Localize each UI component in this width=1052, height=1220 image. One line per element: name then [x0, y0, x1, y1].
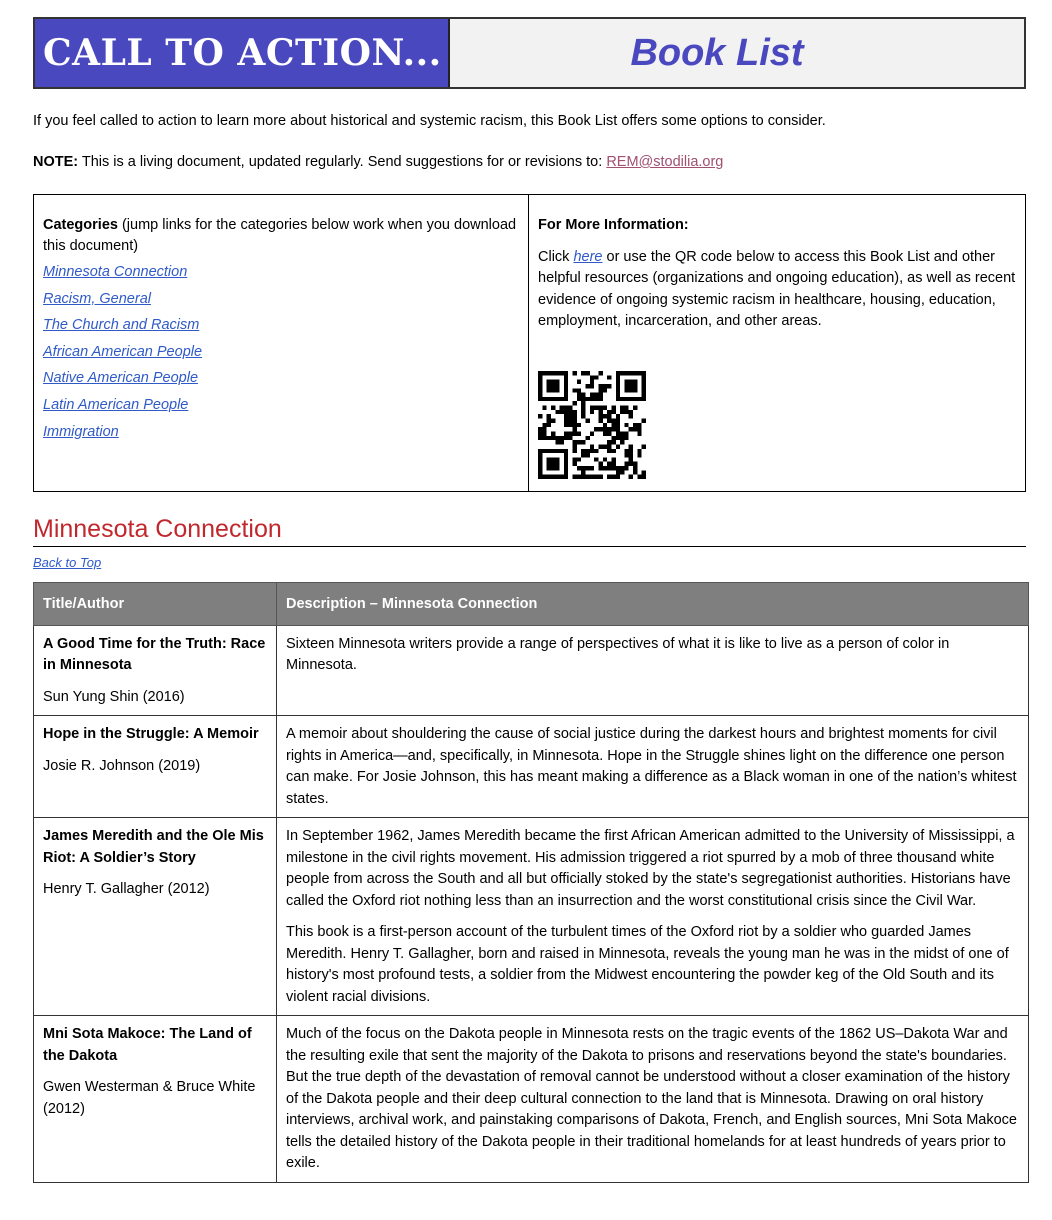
- more-info-title: For More Information:: [538, 217, 689, 233]
- book-title-cell: [34, 1016, 277, 1183]
- email-link[interactable]: REM@stodilia.org: [606, 154, 724, 170]
- category-link-native-american[interactable]: Native American People: [43, 370, 199, 387]
- category-link-african-american[interactable]: African American People: [43, 343, 203, 360]
- book-title: Hope in the Struggle: A Memoir: [43, 726, 259, 742]
- note-body: This is a living document, updated regularly. Send suggestions for or revisions to:: [78, 154, 607, 170]
- categories-panel: [34, 195, 529, 491]
- category-link-racism[interactable]: Racism, General: [43, 290, 151, 307]
- book-table: [33, 582, 1029, 1183]
- more-info-text: or use the QR code below to access this Book List and other helpful resources (organizations and ongoing education), as well as recent evidence of ongoing systemic racism in healthcare, housing, education, employment, incarceration, and other areas.: [538, 248, 1016, 329]
- book-title: James Meredith and the Ole Mis Riot: A Soldier’s Story: [43, 828, 264, 866]
- more-info-pre: Click: [538, 248, 574, 265]
- book-author: Henry T. Gallagher (2012): [43, 881, 210, 897]
- book-title-cell: [34, 625, 277, 716]
- back-to-top-link[interactable]: Back to Top: [33, 555, 102, 570]
- book-description: A memoir about shouldering the cause of social justice during the darkest hours and brightest moments for civil rights in America—and, specifically, in Minnesota. Hope in the Struggle shines light on the difference one person can make. For Josie Johnson, this has meant making a difference as a Black woman in one of the nation’s whitest states.: [286, 726, 1017, 807]
- book-description-cell: [277, 716, 1029, 818]
- book-title: Mni Sota Makoce: The Land of the Dakota: [43, 1026, 252, 1064]
- book-author: Sun Yung Shin (2016): [43, 688, 185, 705]
- more-info-panel: [529, 195, 1025, 491]
- qr-code[interactable]: [538, 371, 646, 479]
- book-description-cell: [277, 1016, 1029, 1183]
- book-title: A Good Time for the Truth: Race in Minnesota: [43, 635, 266, 673]
- table-row: [34, 625, 1029, 716]
- book-description: Sixteen Minnesota writers provide a range of perspectives of what it is like to live as a person of color in Minnesota.: [286, 635, 950, 673]
- book-description: Much of the focus on the Dakota people in Minnesota rests on the tragic events of the 1862 US–Dakota War and the resulting exile that sent the majority of the Dakota to prisons and reservations beyond the state's boundaries. But the true depth of the devastation of removal cannot be understood without a closer examination of the history of the Dakota people and their deep cultural connection to the land that is Minnesota. Drawing on oral history interviews, archival work, and painstaking comparisons of Dakota, French, and English sources, Mni Sota Makoce tells the detailed history of the Dakota people in their traditional homelands for at least hundreds of years prior to exile.: [286, 1026, 1017, 1171]
- intro-text: If you feel called to action to learn more about historical and systemic racism, this Book List offers some options to consider.: [33, 113, 826, 129]
- col-description: Description – Minnesota Connection: [277, 583, 1029, 626]
- category-link-latin-american[interactable]: Latin American People: [43, 396, 189, 413]
- table-row: [34, 716, 1029, 818]
- book-description: In September 1962, James Meredith became the first African American admitted to the University of Mississippi, a milestone in the civil rights movement. His admission triggered a riot spurred by a mob of three thousand white people from across the South and all but officially stoked by the state's segregationist authorities. Historians have called the Oxford riot nothing less than an insurrection and the worst constitutional crisis since the Civil War.: [286, 828, 1015, 909]
- book-description-cell: [277, 625, 1029, 716]
- category-link-minnesota[interactable]: Minnesota Connection: [43, 264, 188, 280]
- book-author: Josie R. Johnson (2019): [43, 757, 201, 774]
- section-heading: Minnesota Connection: [33, 515, 1026, 547]
- banner-call-to-action: CALL TO ACTION...: [35, 19, 450, 87]
- table-row: [34, 1016, 1029, 1183]
- categories-label: Categories: [43, 217, 118, 233]
- book-author: Gwen Westerman & Bruce White (2012): [43, 1079, 256, 1117]
- note-label: NOTE:: [33, 154, 79, 170]
- title-banner: [33, 17, 1026, 89]
- banner-book-list: Book List: [450, 19, 1024, 87]
- info-box: [33, 194, 1026, 492]
- book-description: This book is a first-person account of the turbulent times of the Oxford riot by a soldier who guarded James Meredith. Henry T. Gallagher, born and raised in Minnesota, reveals the young man he was in the midst of one of history's most profound tests, a soldier from the Midwest encountering the powder keg of the Old South and its violent racial divisions.: [286, 924, 1009, 1005]
- here-link[interactable]: here: [573, 248, 603, 265]
- book-title-cell: [34, 818, 277, 1016]
- note-text: [33, 154, 723, 170]
- table-row: [34, 818, 1029, 1016]
- category-link-immigration[interactable]: Immigration: [43, 423, 119, 440]
- col-title-author: Title/Author: [34, 583, 277, 626]
- book-title-cell: [34, 716, 277, 818]
- book-description-cell: [277, 818, 1029, 1016]
- category-link-church[interactable]: The Church and Racism: [43, 317, 200, 334]
- categories-note: (jump links for the categories below work when you download this document): [43, 217, 517, 254]
